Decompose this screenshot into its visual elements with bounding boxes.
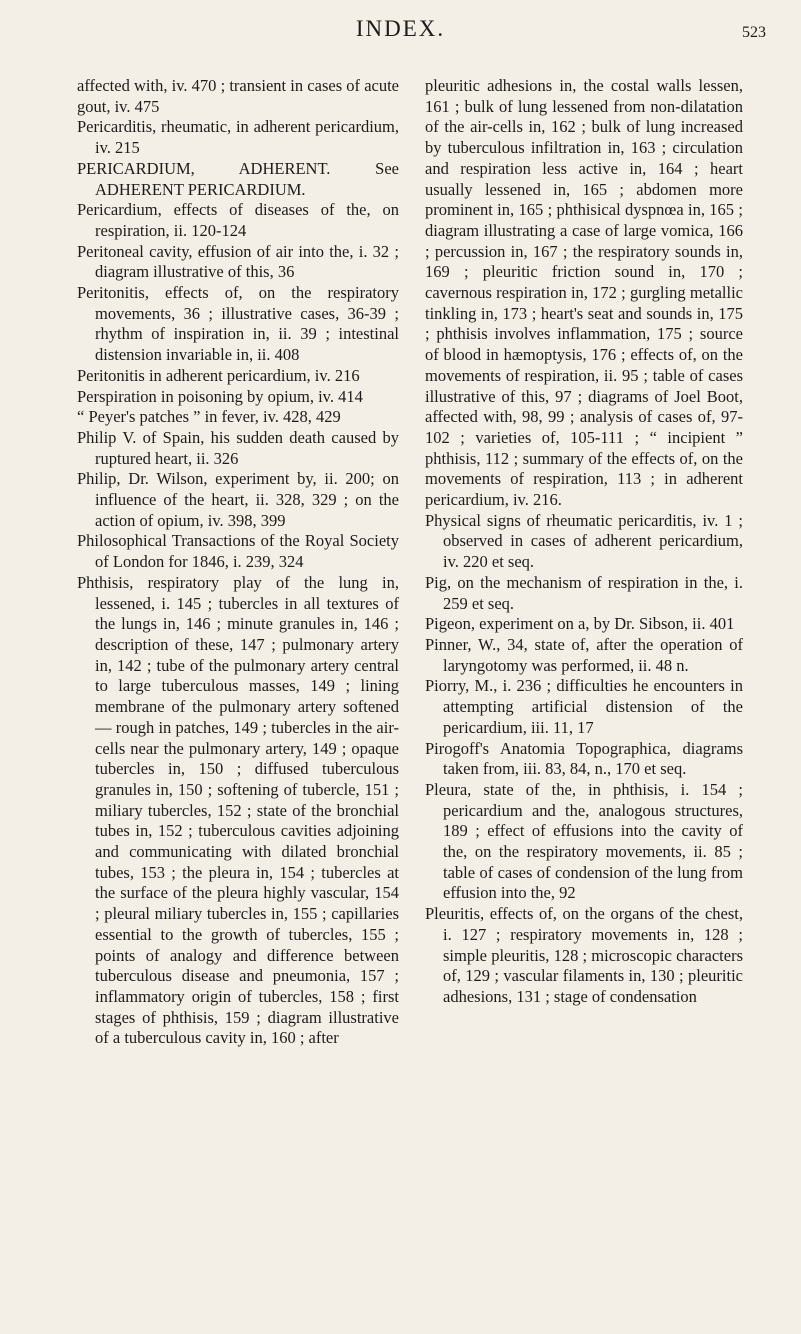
index-entry: Pig, on the mechanism of respiration in the, i. 259 et seq.	[425, 572, 743, 613]
index-entry: pleuritic adhesions in, the costal walls lessen, 161 ; bulk of lung lessened from non-dilatation of the air-cells in, 162 ; bulk of lung increased by tuberculous infiltration in, 163 ; circulation and respiration less active in, 164 ; heart usually lessened in, 165 ; abdomen more prominent in, 165 ; phthisical dyspnœa in, 165 ; diagram illustrating a case of large vomica, 166 ; percussion in, 167 ; the respiratory sounds in, 169 ; pleuritic friction sound in, 170 ; cavernous respiration in, 172 ; gurgling metallic tinkling in, 173 ; heart's seat and sounds in, 175 ; phthisis involves inflammation, 175 ; source of blood in hæmoptysis, 176 ; effects of, on the movements of respiration, ii. 95 ; table of cases illustrative of this, 97 ; diagrams of Joel Boot, affected with, 98, 99 ; analysis of cases of, 97-102 ; varieties of, 105-111 ; “ incipient ” phthisis, 112 ; summary of the effects of, on the movements of respiration, 113 ; in adherent pericardium, iv. 216.	[425, 76, 743, 510]
index-entry: Phthisis, respiratory play of the lung in, lessened, i. 145 ; tubercles in all textures of the lungs in, 146 ; minute granules in, 146 ; description of these, 147 ; pulmonary artery in, 142 ; tube of the pulmonary artery central to large tuberculous masses, 149 ; lining membrane of the pulmonary artery softened — rough in patches, 149 ; tubercles in the air-cells near the pulmonary artery, 149 ; opaque tubercles in, 150 ; diffused tuberculous granules in, 150 ; softening of tubercle, 151 ; miliary tubercles, 152 ; state of the bronchial tubes in, 152 ; tuberculous cavities adjoining and communicating with dilated bronchial tubes, 153 ; the pleura in, 154 ; tubercles at the surface of the pleura highly vascular, 154 ; pleural miliary tubercles in, 155 ; capillaries essential to the growth of tubercles, 155 ; points of analogy and difference between tuberculous disease and pneumonia, 157 ; inflammatory origin of tubercles, 158 ; first stages of phthisis, 159 ; diagram illustrative of a tuberculous cavity in, 160 ; after	[77, 572, 399, 1048]
index-entry: Pericardium, effects of diseases of the, on respiration, ii. 120-124	[77, 200, 399, 240]
index-entry: PERICARDIUM, ADHERENT. See ADHERENT PERICARDIUM.	[77, 158, 399, 199]
running-title: INDEX.	[355, 16, 446, 41]
index-entry: Physical signs of rheumatic pericarditis, iv. 1 ; observed in cases of adherent pericardium, iv. 220 et seq.	[425, 510, 743, 572]
page-number: 523	[742, 24, 766, 41]
index-entry: Pigeon, experiment on a, by Dr. Sibson, ii. 401	[425, 614, 735, 634]
index-entry: “ Peyer's patches ” in fever, iv. 428, 429	[77, 407, 341, 427]
index-entry: Philip V. of Spain, his sudden death caused by ruptured heart, ii. 326	[77, 427, 399, 468]
index-entry: Pirogoff's Anatomia Topographica, diagrams taken from, iii. 83, 84, n., 170 et seq.	[425, 738, 743, 779]
index-entry: Piorry, M., i. 236 ; difficulties he encounters in attempting artificial distension of the pericardium, iii. 11, 17	[425, 676, 743, 737]
index-entry: affected with, iv. 470 ; transient in cases of acute gout, iv. 475	[77, 76, 399, 116]
index-entry: Pleuritis, effects of, on the organs of the chest, i. 127 ; respiratory movements in, 128 ; simple pleuritis, 128 ; microscopic characters of, 129 ; vascular filaments in, 130 ; pleuritic adhesions, 131 ; stage of condensation	[425, 904, 743, 1006]
index-entry: Peritonitis, effects of, on the respiratory movements, 36 ; illustrative cases, 36-39 ; rhythm of inspiration in, ii. 39 ; intestinal distension invariable in, ii. 408	[77, 283, 399, 365]
index-entry: Peritoneal cavity, effusion of air into the, i. 32 ; diagram illustrative of this, 36	[77, 241, 399, 282]
index-entry: Pleura, state of the, in phthisis, i. 154 ; pericardium and the, analogous structures, 189 ; effect of effusions into the cavity of the, on the respiratory movements, ii. 85 ; table of cases of condension of the lung from effusion into the, 92	[425, 779, 743, 903]
index-entry: Peritonitis in adherent pericardium, iv. 216	[77, 365, 360, 385]
index-column-left	[77, 76, 399, 1296]
index-column-right	[425, 76, 743, 1296]
index-entry: Philosophical Transactions of the Royal Society of London for 1846, i. 239, 324	[77, 531, 399, 572]
index-entry: Pinner, W., 34, state of, after the operation of laryngotomy was performed, ii. 48 n.	[425, 634, 743, 675]
index-entry: Perspiration in poisoning by opium, iv. 414	[77, 386, 363, 406]
index-entry: Pericarditis, rheumatic, in adherent pericardium, iv. 215	[77, 117, 399, 158]
index-entry: Philip, Dr. Wilson, experiment by, ii. 200; on influence of the heart, ii. 328, 329 ; on the action of opium, iv. 398, 399	[77, 469, 399, 530]
